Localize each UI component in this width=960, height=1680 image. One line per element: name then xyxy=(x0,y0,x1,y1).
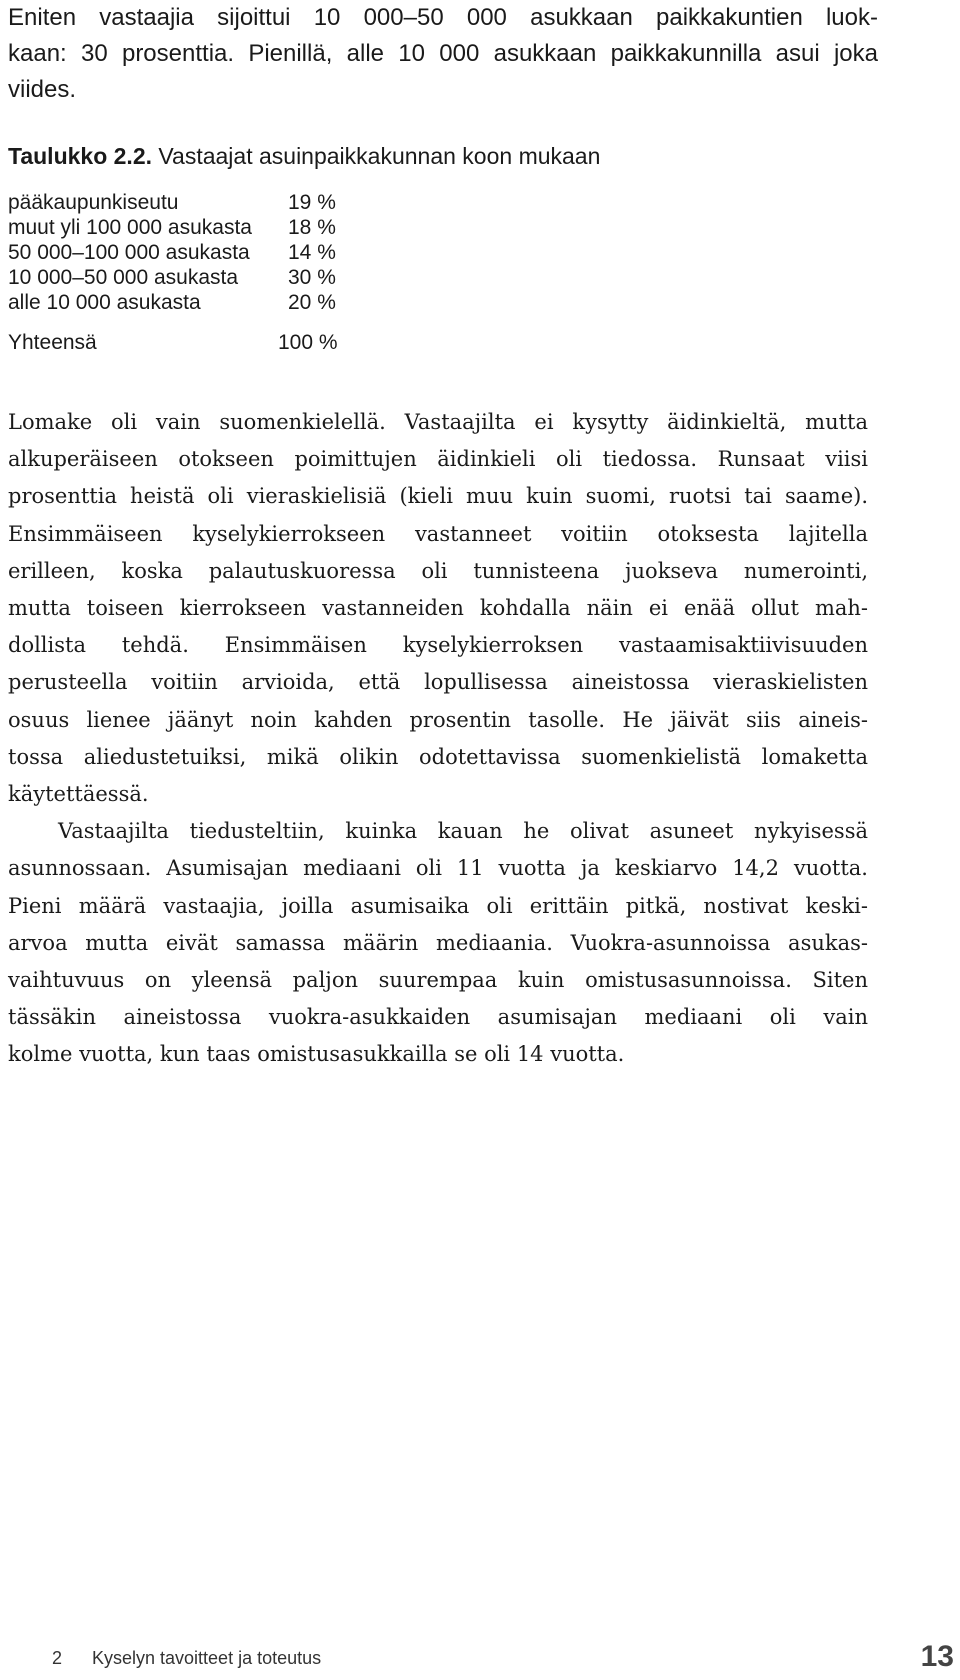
body-line: arvoa mutta eivät samassa määrin mediaania. Vuokra-asunnoissa asukas- xyxy=(8,930,868,955)
body-line: vaihtuvuus on yleensä paljon suurempaa kuin omistusasunnoissa. Siten xyxy=(8,968,868,993)
table-cell-category: alle 10 000 asukasta xyxy=(8,291,201,314)
intro-paragraph xyxy=(8,0,878,108)
page-footer xyxy=(0,1640,960,1680)
intro-line: Eniten vastaajia sijoittui 10 000–50 000 asukkaan paikkakuntien luok- xyxy=(8,4,878,31)
body-paragraph xyxy=(8,404,868,813)
table-caption xyxy=(8,140,600,172)
table-cell-value: 18 % xyxy=(288,216,336,239)
body-line: tossa aliedustetuiksi, mikä olikin odotettavissa suomenkielistä lomaketta xyxy=(8,744,868,769)
intro-line: viides. xyxy=(8,76,77,103)
table-row xyxy=(8,190,378,215)
body-line: erilleen, koska palautuskuoressa oli tunnisteena juokseva numerointi, xyxy=(8,558,868,583)
body-line: dollista tehdä. Ensimmäisen kyselykierroksen vastaamisaktiivisuuden xyxy=(8,633,868,658)
table-cell-value: 14 % xyxy=(288,241,336,264)
table-total-label: Yhteensä xyxy=(8,331,97,354)
intro-line: kaan: 30 prosenttia. Pienillä, alle 10 000 asukkaan paikkakunnilla asui joka xyxy=(8,40,878,67)
table-cell-value: 19 % xyxy=(288,191,336,214)
body-line: Ensimmäiseen kyselykierrokseen vastanneet voitiin otoksesta lajitella xyxy=(8,521,868,546)
body-text xyxy=(8,404,868,1074)
body-line: mutta toiseen kierrokseen vastanneiden kohdalla näin ei enää ollut mah- xyxy=(8,596,868,621)
table-cell-category: muut yli 100 000 asukasta xyxy=(8,216,252,239)
body-line: tässäkin aineistossa vuokra-asukkaiden asumisajan mediaani oli vain xyxy=(8,1005,868,1030)
body-line: alkuperäiseen otokseen poimittujen äidinkieli oli tiedossa. Runsaat viisi xyxy=(8,447,868,472)
data-table xyxy=(8,190,378,315)
table-caption-text: Vastaajat asuinpaikkakunnan koon mukaan xyxy=(158,143,601,169)
body-line: käytettäessä. xyxy=(8,782,149,807)
table-caption-label: Taulukko 2.2. xyxy=(8,143,153,169)
table-total xyxy=(8,330,338,356)
body-line: osuus lienee jäänyt noin kahden prosentin tasolle. He jäivät siis aineis- xyxy=(8,707,868,732)
body-line: Vastaajilta tiedusteltiin, kuinka kauan he olivat asuneet nykyisessä xyxy=(58,819,868,844)
table-cell-value: 30 % xyxy=(288,266,336,289)
table-cell-category: 50 000–100 000 asukasta xyxy=(8,241,250,264)
page-number: 13 xyxy=(920,1640,954,1673)
body-line: prosenttia heistä oli vieraskielisiä (kieli muu kuin suomi, ruotsi tai saame). xyxy=(8,484,868,509)
table-row xyxy=(8,215,378,240)
body-line: kolme vuotta, kun taas omistusasukkailla se oli 14 vuotta. xyxy=(8,1042,625,1067)
section-title: Kyselyn tavoitteet ja toteutus xyxy=(92,1648,322,1668)
table-cell-value: 20 % xyxy=(288,291,336,314)
table-total-value: 100 % xyxy=(278,331,338,354)
table-row xyxy=(8,240,378,265)
chapter-number: 2 xyxy=(52,1648,63,1668)
body-line: perusteella voitiin arvioida, että lopullisessa aineistossa vieraskielisten xyxy=(8,670,868,695)
table-total-row xyxy=(8,330,338,356)
table-row xyxy=(8,290,378,315)
table-cell-category: pääkaupunkiseutu xyxy=(8,191,179,214)
body-line: Pieni määrä vastaajia, joilla asumisaika oli erittäin pitkä, nostivat keski- xyxy=(8,893,868,918)
body-line: asunnossaan. Asumisajan mediaani oli 11 vuotta ja keskiarvo 14,2 vuotta. xyxy=(8,856,868,881)
body-line: Lomake oli vain suomenkielellä. Vastaajilta ei kysytty äidinkieltä, mutta xyxy=(8,410,868,434)
table-row xyxy=(8,265,378,290)
table-cell-category: 10 000–50 000 asukasta xyxy=(8,266,239,289)
body-paragraph xyxy=(8,813,868,1073)
